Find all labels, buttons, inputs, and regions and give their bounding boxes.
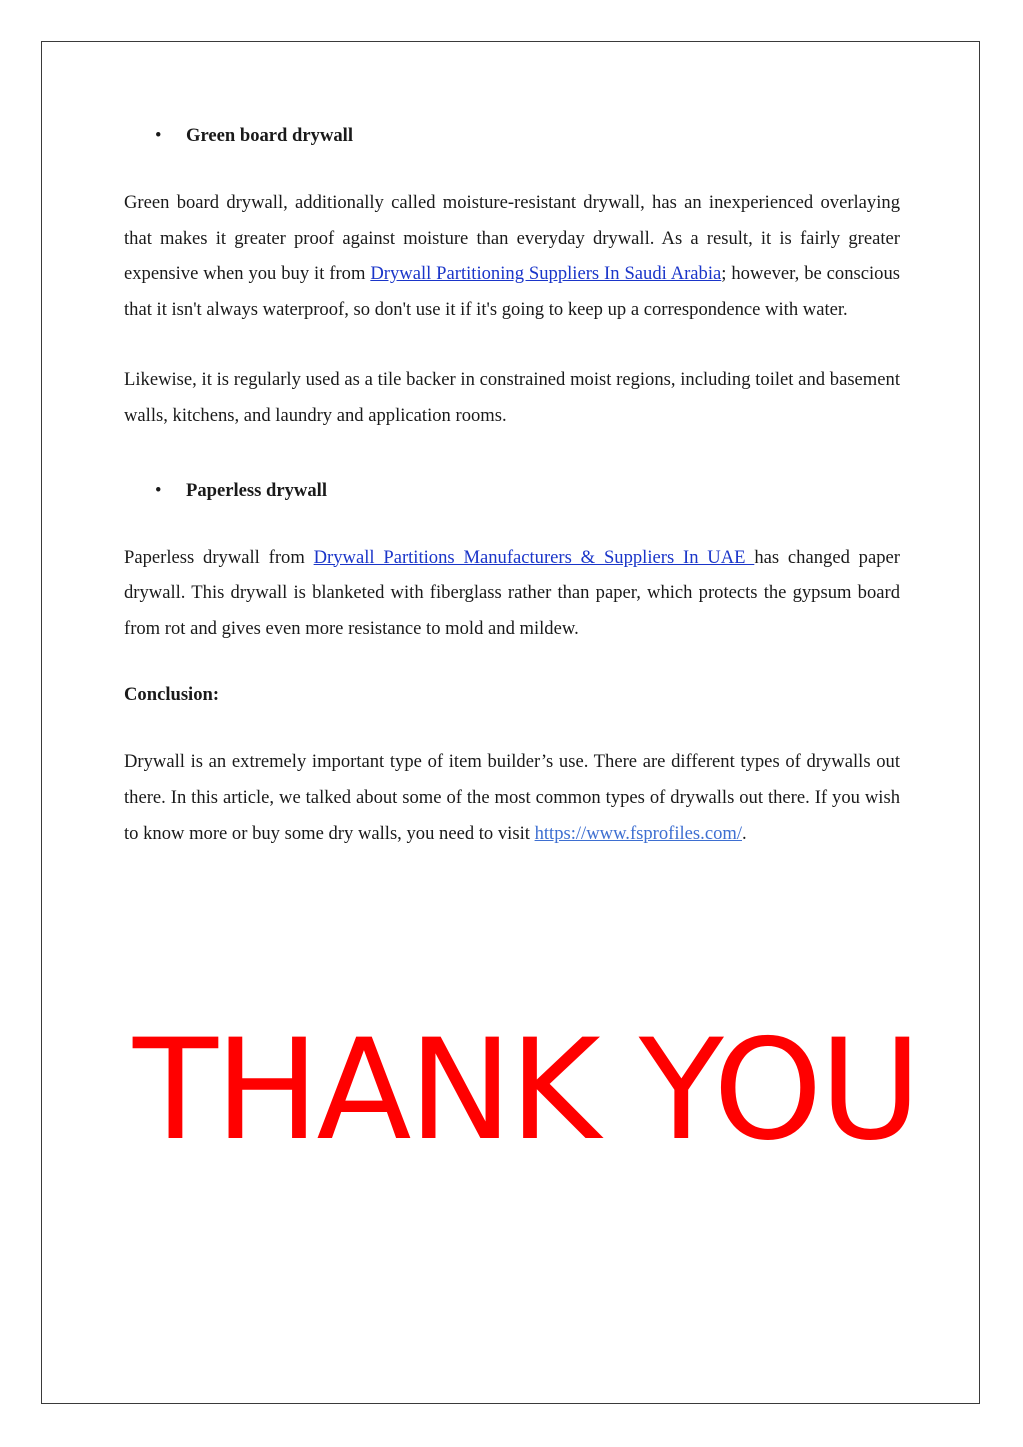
fsprofiles-website-link[interactable]: https://www.fsprofiles.com/ — [534, 822, 742, 844]
paperless-text-before-link: Paperless drywall from — [124, 546, 314, 568]
conclusion-text-after-link: . — [742, 822, 747, 844]
uae-manufacturers-link[interactable]: Drywall Partitions Manufacturers & Suppliers In UAE — [313, 546, 755, 568]
saudi-arabia-suppliers-link[interactable]: Drywall Partitioning Suppliers In Saudi Arabia — [370, 263, 722, 285]
conclusion-text-before-link: Drywall is an extremely important type of item builder’s use. There are different types of drywalls out there. In this article, we talked about some of the most common types of drywalls out there. If you wish to know more or buy some dry walls, you need to visit — [124, 751, 900, 844]
document-content — [124, 114, 900, 851]
green-board-paragraph-1 — [124, 185, 900, 327]
green-board-paragraph-2: Likewise, it is regularly used as a tile backer in constrained moist regions, including toilet and basement walls, kitchens, and laundry and application rooms. — [124, 369, 900, 426]
green-board-text-before-link: Green board drywall, additionally called moisture-resistant drywall, has an inexperienced overlaying that makes it greater proof against moisture than everyday drywall. As a result, it is fairly greater expensive when you buy it from — [124, 192, 900, 285]
bullet-heading-green-board — [124, 114, 900, 158]
conclusion-heading: Conclusion: — [124, 684, 220, 706]
paperless-paragraph — [124, 540, 900, 647]
bullet-icon: • — [155, 125, 162, 146]
paperless-text-after-link: has changed paper drywall. This drywall is blanketed with fiberglass rather than paper, which protects the gypsum board from rot and gives even more resistance to mold and mildew. — [124, 546, 900, 639]
green-board-text-after-link: ; however, be conscious that it isn't always waterproof, so don't use it if it's going to keep up a correspondence with water. — [124, 263, 900, 320]
paperless-heading: Paperless drywall — [186, 479, 327, 501]
green-board-heading: Green board drywall — [186, 125, 353, 146]
thank-you-banner: THANK YOU — [133, 1009, 919, 1171]
conclusion-paragraph — [124, 744, 900, 851]
bullet-icon: • — [155, 479, 162, 501]
bullet-heading-paperless — [124, 469, 900, 513]
